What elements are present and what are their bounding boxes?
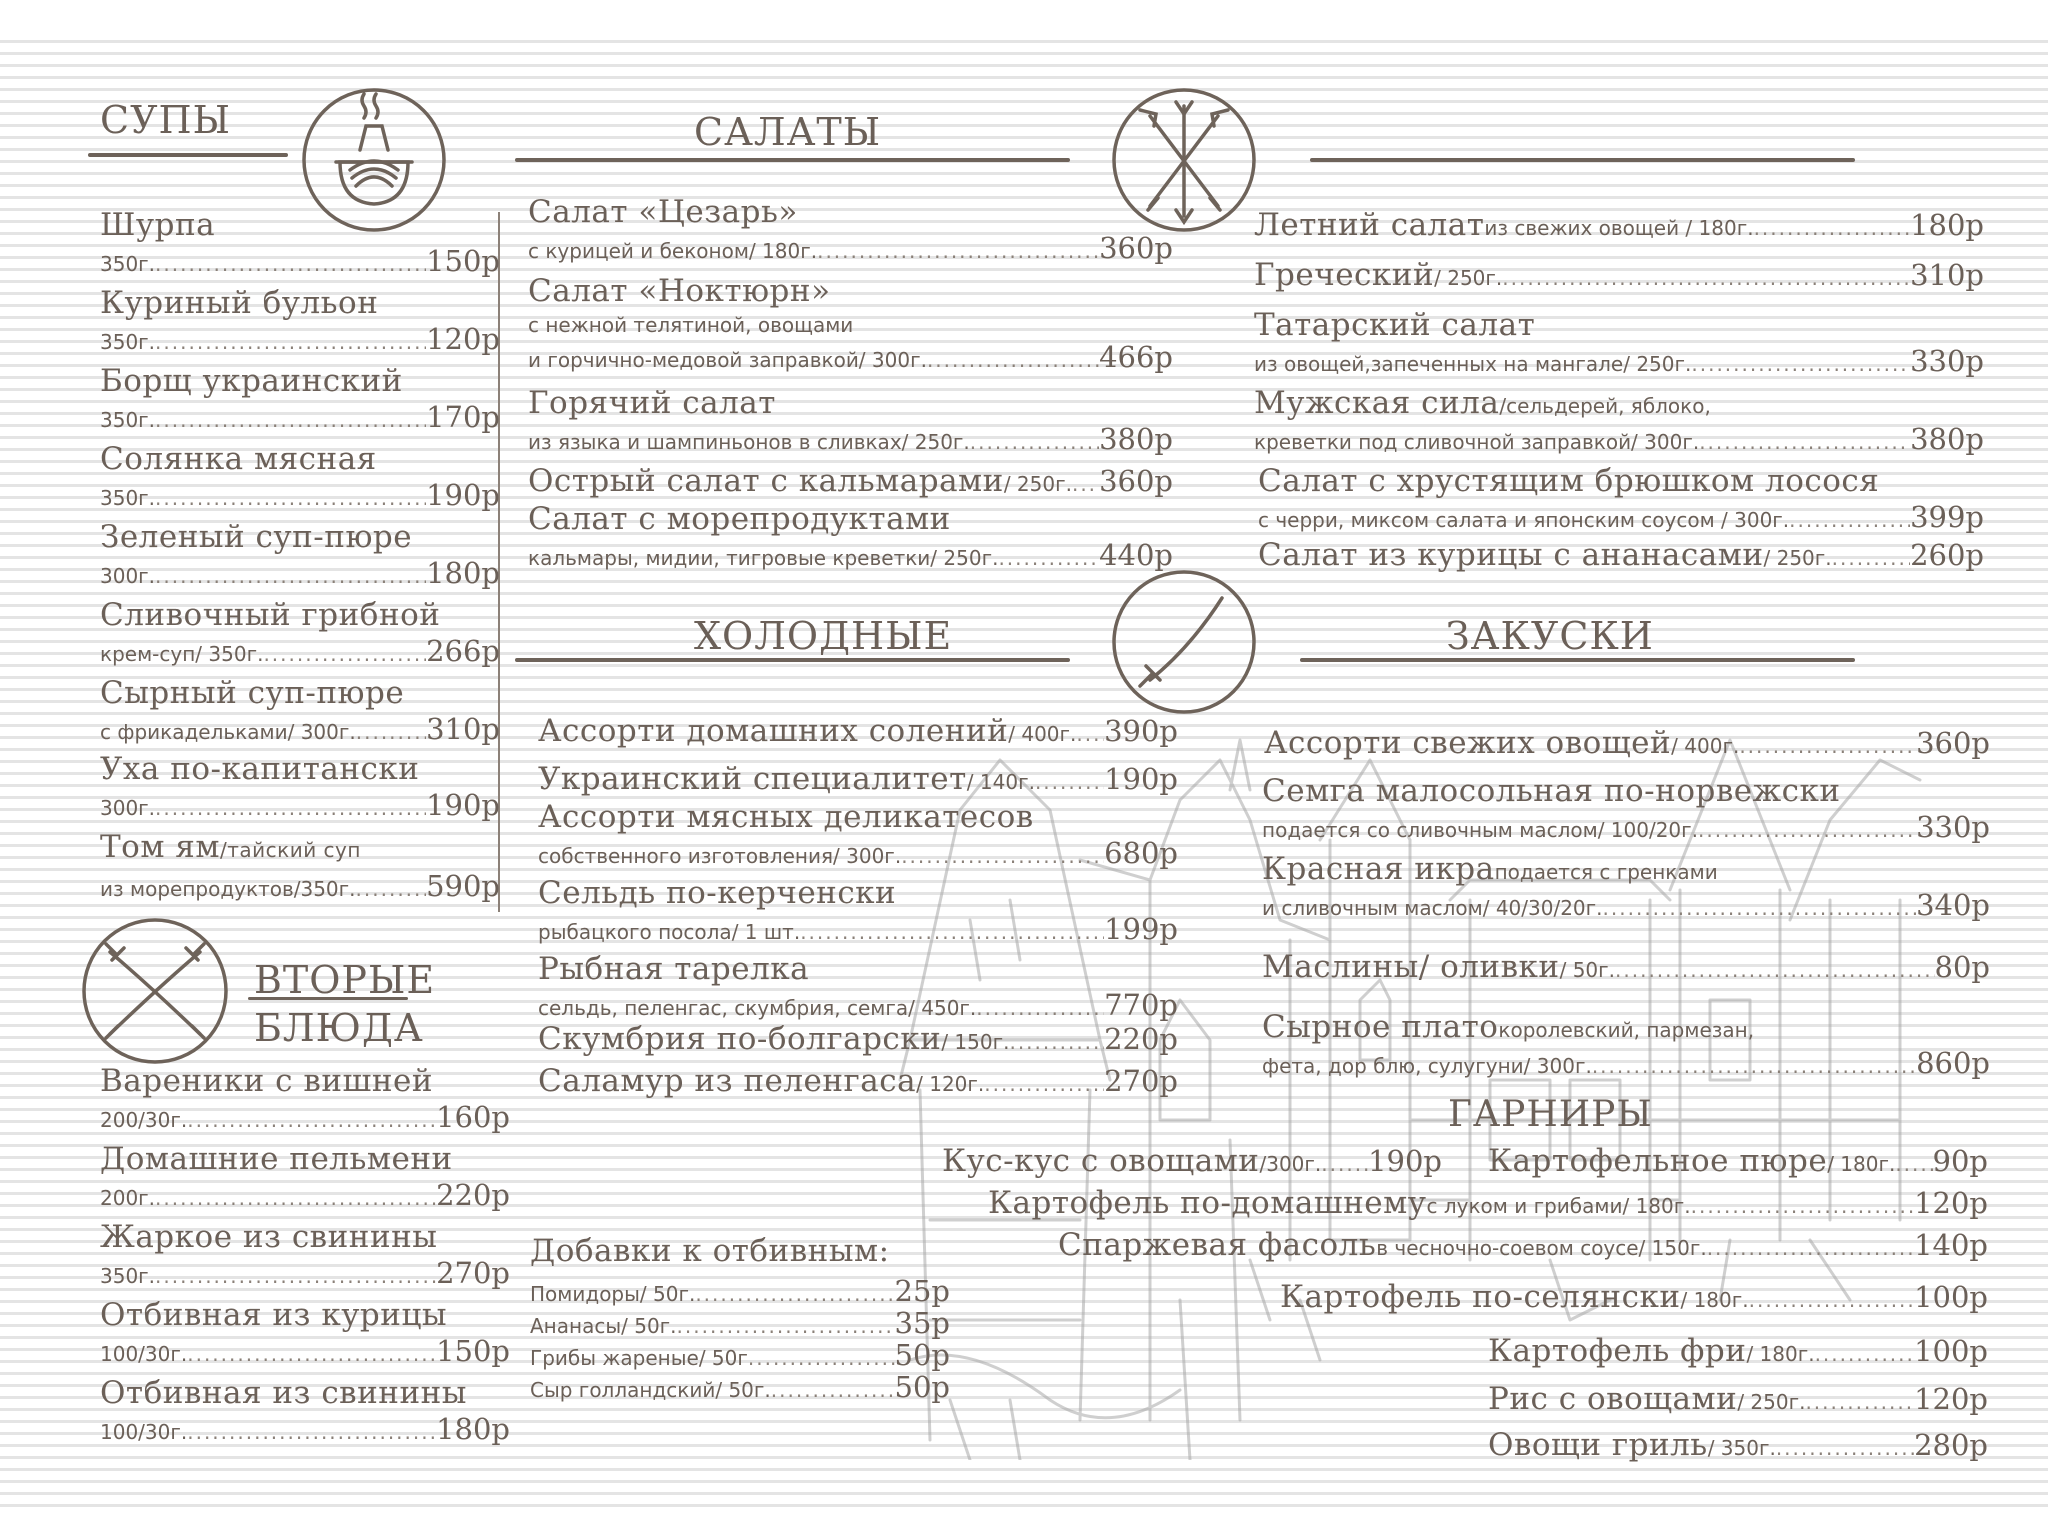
soup-desc: крем-суп/ 350г.: [100, 642, 264, 666]
salad-weight: / 250г.: [1003, 472, 1072, 496]
salad-price: 466р: [1099, 340, 1173, 374]
soup-name: Том ям: [100, 829, 220, 865]
salad-item: [1254, 206, 1984, 244]
main-desc: 200г.: [100, 1186, 156, 1210]
side-name: Картофель по-домашнему: [988, 1185, 1427, 1221]
salad-name: Салат с морепродуктами: [528, 501, 951, 537]
salad-item: [1258, 462, 1984, 535]
cold-item: [538, 874, 1178, 947]
main-price: 150р: [436, 1334, 510, 1368]
main-name: Вареники с вишней: [100, 1063, 433, 1099]
side-name: Рис с овощами: [1488, 1381, 1738, 1417]
addon-item: [530, 1338, 950, 1373]
salad-price: 310р: [1910, 258, 1984, 292]
side-weight: /300г.: [1259, 1152, 1322, 1176]
salad-name: Летний салат: [1254, 207, 1485, 243]
salad-name: Салат из курицы с ананасами: [1258, 537, 1764, 573]
cold-title: ХОЛОДНЫЕ: [694, 614, 953, 658]
snack-desc: и сливочным маслом/ 40/30/20г.: [1262, 896, 1603, 920]
salad-item: [528, 462, 1173, 500]
side-item: [1488, 1332, 1988, 1370]
snack-item: [1262, 850, 1990, 923]
soup-price: 150р: [426, 244, 500, 278]
side-item: [942, 1142, 1442, 1180]
salad-item: [528, 272, 1173, 375]
soup-name: Сливочный грибной: [100, 597, 441, 633]
salad-name: Мужская сила: [1254, 385, 1500, 421]
soup-desc: 350г.: [100, 330, 156, 354]
salad-price: 380р: [1910, 422, 1984, 456]
cold-name: Ассорти мясных деликатесов: [538, 799, 1034, 835]
main-price: 270р: [436, 1256, 510, 1290]
cold-name: Саламур из пеленгаса: [538, 1063, 917, 1099]
cold-price: 190р: [1104, 762, 1178, 796]
cold-desc: рыбацкого посола/ 1 шт.: [538, 920, 801, 944]
salad-price: 180р: [1910, 208, 1984, 242]
salad-name: Греческий: [1254, 257, 1435, 293]
mains-title-line2: БЛЮДА: [254, 1006, 424, 1050]
soup-desc: 350г.: [100, 408, 156, 432]
cold-item: [538, 1062, 1178, 1100]
salad-price: 260р: [1910, 538, 1984, 572]
salad-item: [1258, 536, 1984, 574]
soup-price: 266р: [426, 634, 500, 668]
salad-weight: из свежих овощей / 180г.: [1484, 216, 1754, 240]
soup-desc: 350г.: [100, 486, 156, 510]
snack-price: 340р: [1916, 888, 1990, 922]
cold-name: Скумбрия по-болгарски: [538, 1021, 942, 1057]
addon-price: 35р: [894, 1306, 950, 1340]
snack-name: Сырное плато: [1262, 1009, 1499, 1045]
salad-desc: из языка и шампиньонов в сливках/ 250г.: [528, 430, 970, 454]
soup-item: [100, 674, 500, 747]
soup-item: [100, 206, 500, 279]
cold-weight: / 140г.: [966, 770, 1035, 794]
sides-title: ГАРНИРЫ: [1448, 1094, 1653, 1135]
side-weight: / 250г.: [1737, 1390, 1806, 1414]
main-item: [100, 1140, 510, 1213]
cold-item: [538, 760, 1178, 798]
salad-price: 360р: [1099, 464, 1173, 498]
salad-price: 330р: [1910, 344, 1984, 378]
main-price: 160р: [436, 1100, 510, 1134]
cold-price: 680р: [1104, 836, 1178, 870]
addon-item: [530, 1370, 950, 1405]
salad-price: 399р: [1910, 500, 1984, 534]
snack-item: [1262, 948, 1990, 986]
snacks-title-underline: [1300, 658, 1855, 662]
snack-name: Маслины/ оливки: [1262, 949, 1560, 985]
salads-title: САЛАТЫ: [694, 110, 882, 154]
cold-desc: собственного изготовления/ 300г.: [538, 844, 902, 868]
cold-item: [538, 798, 1178, 871]
side-item: [1488, 1142, 1988, 1180]
side-price: 100р: [1914, 1280, 1988, 1314]
cold-price: 770р: [1104, 988, 1178, 1022]
cold-name: Ассорти домашних солений: [538, 713, 1009, 749]
addon-price: 50р: [894, 1370, 950, 1404]
soup-item: [100, 284, 500, 357]
sabre-icon: [1110, 568, 1258, 716]
snack-desc: подается со сливочным маслом/ 100/20г.: [1262, 818, 1699, 842]
cold-name: Сельдь по-керченски: [538, 875, 897, 911]
soup-item: [100, 750, 500, 823]
main-name: Отбивная из свинины: [100, 1375, 467, 1411]
side-price: 120р: [1914, 1186, 1988, 1220]
addon-name: Помидоры/ 50г.: [530, 1282, 696, 1306]
salad-item: [1254, 306, 1984, 379]
side-name: Картофель по-селянски: [1280, 1279, 1681, 1315]
cold-price: 199р: [1104, 912, 1178, 946]
soup-price: 590р: [426, 869, 500, 903]
main-item: [100, 1374, 510, 1447]
soup-name: Шурпа: [100, 207, 216, 243]
side-price: 280р: [1914, 1428, 1988, 1462]
snack-name: Ассорти свежих овощей: [1264, 725, 1672, 761]
soup-name: Сырный суп-пюре: [100, 675, 405, 711]
cold-weight: / 150г.: [941, 1030, 1010, 1054]
soup-price: 120р: [426, 322, 500, 356]
side-item: [1488, 1426, 1988, 1464]
soup-note: /тайский суп: [219, 838, 361, 862]
side-name: Спаржевая фасоль: [1058, 1227, 1377, 1263]
soups-title: СУПЫ: [100, 98, 232, 142]
soup-name: Солянка мясная: [100, 441, 377, 477]
snack-price: 80р: [1934, 950, 1990, 984]
cold-price: 270р: [1104, 1064, 1178, 1098]
main-desc: 100/30г.: [100, 1342, 188, 1366]
side-name: Кус-кус с овощами: [942, 1143, 1260, 1179]
salad-desc: с черри, миксом салата и японским соусом / 300г.: [1258, 508, 1790, 532]
snack-price: 330р: [1916, 810, 1990, 844]
salad-item: [528, 193, 1173, 266]
side-weight: / 350г.: [1707, 1436, 1776, 1460]
mains-title-underline: [248, 997, 408, 1000]
salad-name: Татарский салат: [1254, 307, 1536, 343]
snack-item: [1262, 772, 1990, 845]
mains-title: [254, 956, 435, 1052]
snack-name: Красная икра: [1262, 851, 1495, 887]
cold-item: [538, 1020, 1178, 1058]
side-item: [1488, 1380, 1988, 1418]
salad-name: Салат «Цезарь»: [528, 194, 798, 230]
cold-weight: / 400г.: [1008, 722, 1077, 746]
addon-name: Грибы жареные/ 50г: [530, 1346, 748, 1370]
cold-price: 220р: [1104, 1022, 1178, 1056]
salad-name: Салат «Ноктюрн»: [528, 273, 831, 309]
salad-item: [528, 384, 1173, 457]
snack-item: [1264, 724, 1990, 762]
soup-item: [100, 828, 500, 904]
side-weight: / 180г.: [1827, 1152, 1896, 1176]
side-price: 90р: [1932, 1144, 1988, 1178]
salad-desc: из овощей,запеченных на мангале/ 250г.: [1254, 352, 1692, 376]
side-weight: / 180г.: [1680, 1288, 1749, 1312]
soup-price: 170р: [426, 400, 500, 434]
side-price: 120р: [1914, 1382, 1988, 1416]
salad-desc: с нежной телятиной, овощами: [528, 313, 854, 337]
addon-item: [530, 1306, 950, 1341]
addons-title-text: Добавки к отбивным:: [530, 1233, 890, 1269]
snack-weight: / 50г.: [1559, 958, 1616, 982]
soup-item: [100, 518, 500, 591]
soup-name: Борщ украинский: [100, 363, 403, 399]
cold-item: [538, 950, 1178, 1023]
salad-item: [1254, 256, 1984, 294]
salad-desc: кальмары, мидии, тигровые креветки/ 250г.: [528, 546, 999, 570]
salad-item: [528, 500, 1173, 573]
snack-note: королевский, пармезан,: [1498, 1018, 1755, 1042]
snacks-title: ЗАКУСКИ: [1446, 614, 1654, 658]
side-item: [1058, 1226, 1988, 1264]
soup-desc: с фрикадельками/ 300г.: [100, 720, 356, 744]
side-price: 190р: [1368, 1144, 1442, 1178]
cold-name: Украинский специалитет: [538, 761, 967, 797]
snack-weight: / 400г.: [1671, 734, 1740, 758]
soup-price: 190р: [426, 788, 500, 822]
side-name: Овощи гриль: [1488, 1427, 1708, 1463]
salad-price: 380р: [1099, 422, 1173, 456]
main-name: Жаркое из свинины: [100, 1219, 438, 1255]
soup-desc: 300г.: [100, 796, 156, 820]
main-item: [100, 1296, 510, 1369]
salads-right-underline: [1310, 158, 1855, 162]
side-name: Картофель фри: [1488, 1333, 1747, 1369]
salad-desc: и горчично-медовой заправкой/ 300г.: [528, 348, 927, 372]
salad-desc: с курицей и беконом/ 180г.: [528, 239, 818, 263]
salad-price: 360р: [1099, 231, 1173, 265]
cold-desc: сельдь, пеленгас, скумбрия, семга/ 450г.: [538, 996, 977, 1020]
main-item: [100, 1062, 510, 1135]
soup-name: Зеленый суп-пюре: [100, 519, 413, 555]
soup-name: Куриный бульон: [100, 285, 379, 321]
side-weight: с луком и грибами/ 180г.: [1426, 1194, 1691, 1218]
snack-price: 360р: [1916, 726, 1990, 760]
salad-weight: / 250г.: [1434, 266, 1503, 290]
soup-price: 310р: [426, 712, 500, 746]
soup-item: [100, 362, 500, 435]
soup-item: [100, 596, 500, 669]
soup-desc: из морепродуктов/350г.: [100, 877, 356, 901]
main-name: Домашние пельмени: [100, 1141, 453, 1177]
salad-name: Салат с хрустящим брюшком лосося: [1258, 463, 1880, 499]
addon-price: 25р: [894, 1274, 950, 1308]
cold-name: Рыбная тарелка: [538, 951, 810, 987]
side-weight: в чесночно-соевом соусе/ 150г.: [1376, 1236, 1707, 1260]
side-price: 140р: [1914, 1228, 1988, 1262]
main-name: Отбивная из курицы: [100, 1297, 448, 1333]
side-name: Картофельное пюре: [1488, 1143, 1828, 1179]
soup-price: 180р: [426, 556, 500, 590]
snack-name: Семга малосольная по-норвежски: [1262, 773, 1841, 809]
mains-title-line1: ВТОРЫЕ: [254, 958, 436, 1002]
salad-desc: креветки под сливочной заправкой/ 300г.: [1254, 430, 1700, 454]
addon-price: 50р: [894, 1338, 950, 1372]
addon-item: [530, 1274, 950, 1309]
snack-item: [1262, 1008, 1990, 1081]
cold-title-underline: [515, 658, 1070, 662]
addons-title: [530, 1232, 890, 1270]
main-desc: 100/30г.: [100, 1420, 188, 1444]
addon-name: Сыр голландский/ 50г.: [530, 1378, 771, 1402]
salads-title-underline: [515, 158, 1070, 162]
snack-desc: фета, дор блю, сулугуни/ 300г.: [1262, 1054, 1592, 1078]
main-price: 220р: [436, 1178, 510, 1212]
addon-name: Ананасы/ 50г.: [530, 1314, 677, 1338]
side-price: 100р: [1914, 1334, 1988, 1368]
salad-name: Горячий салат: [528, 385, 776, 421]
salad-item: [1254, 384, 1984, 457]
cold-price: 390р: [1104, 714, 1178, 748]
salad-price: 440р: [1099, 538, 1173, 572]
side-weight: / 180г.: [1746, 1342, 1815, 1366]
soup-desc: 350г.: [100, 252, 156, 276]
soup-name: Уха по-капитански: [100, 751, 420, 787]
main-item: [100, 1218, 510, 1291]
soup-desc: 300г.: [100, 564, 156, 588]
side-item: [1280, 1278, 1988, 1316]
salad-note: /сельдерей, яблоко,: [1499, 394, 1711, 418]
soup-item: [100, 440, 500, 513]
soups-title-underline: [88, 153, 288, 157]
crossed-swords-icon: [80, 916, 230, 1066]
cold-weight: / 120г.: [916, 1072, 985, 1096]
snack-note: подается с гренками: [1494, 860, 1718, 884]
salad-name: Острый салат с кальмарами: [528, 463, 1004, 499]
soup-price: 190р: [426, 478, 500, 512]
cold-item: [538, 712, 1178, 750]
main-desc: 350г.: [100, 1264, 156, 1288]
side-item: [988, 1184, 1988, 1222]
snack-price: 860р: [1916, 1046, 1990, 1080]
main-desc: 200/30г.: [100, 1108, 188, 1132]
salad-weight: / 250г.: [1763, 546, 1832, 570]
main-price: 180р: [436, 1412, 510, 1446]
